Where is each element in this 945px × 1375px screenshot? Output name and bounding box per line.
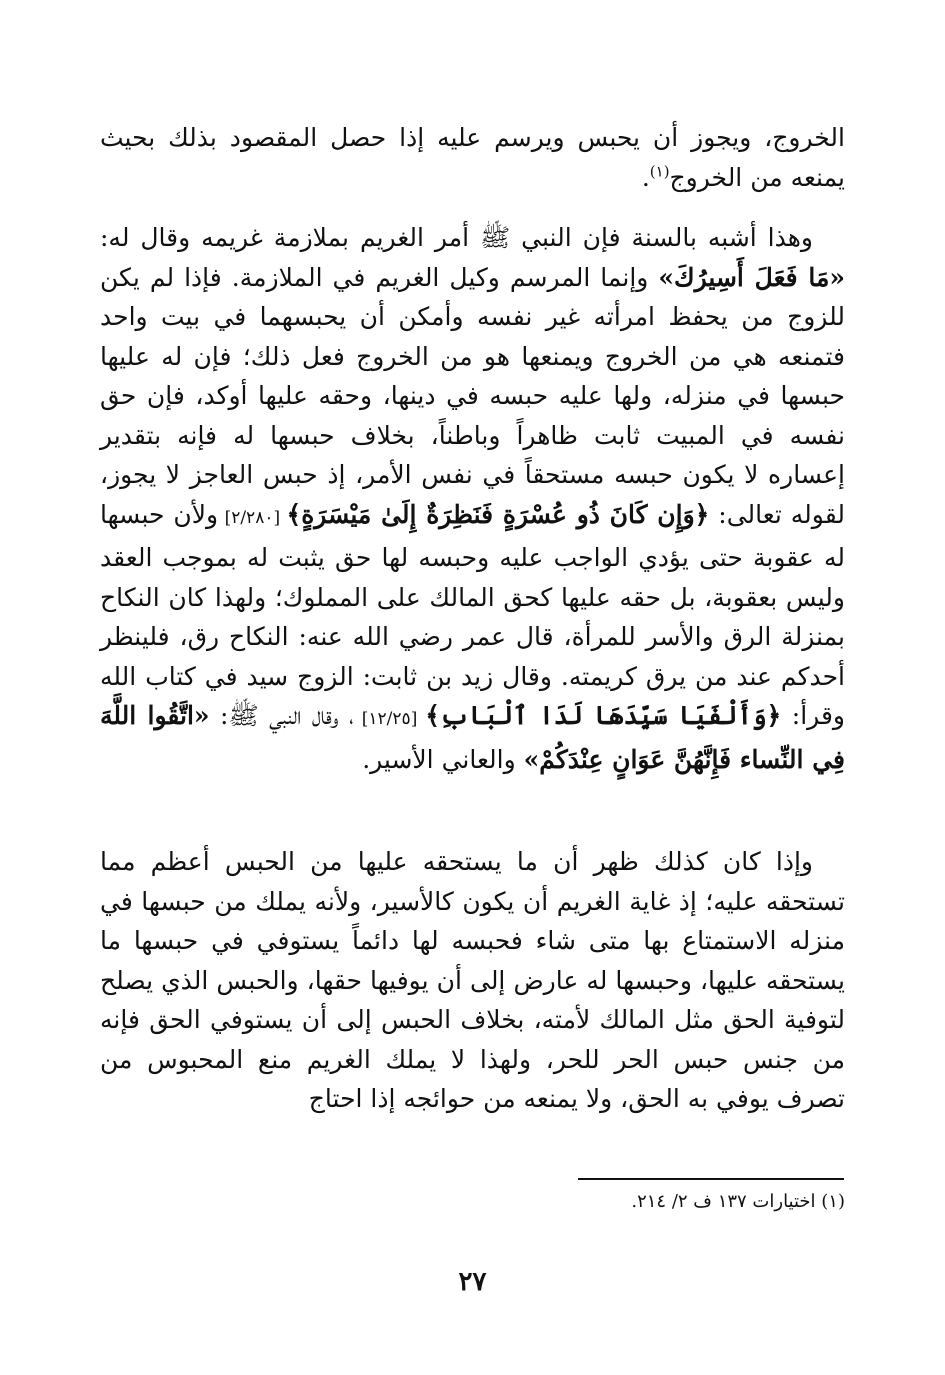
paragraph-block-3 xyxy=(100,842,845,1119)
quran-verse-1: ﴿وَإِن كَانَ ذُو عُسْرَةٍ فَنَظِرَةٌ إِلَىٰ مَيْسَرَةٍ﴾ xyxy=(286,499,710,529)
paragraph-2-text-5: والعاني الأسير. xyxy=(362,744,524,774)
paragraph-3 xyxy=(100,842,845,1119)
footnote-marker: (١) xyxy=(649,162,670,181)
verse-reference-2: [١٢/٢٥] xyxy=(353,709,426,729)
paragraph-2 xyxy=(100,218,845,779)
paragraph-continuation xyxy=(100,118,845,197)
paragraph-2-text-4: ، وقال النبي ﷺ: xyxy=(209,701,354,730)
page-number: ٢٧ xyxy=(458,1267,487,1297)
paragraph-2-text-3: ولأن حبسها له عقوبة حتى يؤدي الواجب عليه وحبسه لها حق يثبت له بموجب العقد وليس بعقوبة، بل حقه عليها كحق المالك على المملوك؛ ولهذا كان النكاح بمنزلة الرق والأسر للمرأة، قال عمر رضي الله عنه: النكاح رق، فلينظر أحدكم عند من يرق كريمته. وقال زيد بن ثابت: الزوج سيد في كتاب الله وقرأ: xyxy=(100,499,845,730)
paragraph-1-text: الخروج، ويجوز أن يحبس ويرسم عليه إذا حصل المقصود بذلك بحيث يمنعه من الخروج xyxy=(100,123,845,192)
paragraph-block-2 xyxy=(100,218,845,779)
footnote-divider xyxy=(578,1178,844,1180)
footnote-text: (١) اختيارات ١٣٧ ف ٢/ ٢١٤. xyxy=(631,1191,845,1212)
paragraph-2-text-2: وإنما المرسم وكيل الغريم في الملازمة. فإذا لم يكن للزوج من يحفظ امرأته غير نفسه وأمكن أن يحبسهما في بيت واحد فتمنعه هي من الخروج ويمنعها هو من الخروج فعل ذلك؛ فإن له عليها حبسها في منزله، ولها عليه حبسه في دينها، وحقه عليها أوكد، فإن حق نفسه في المبيت ثابت ظاهراً وباطناً، بخلاف حبسها له فإنه بتقدير إعساره لا يكون حبسه مستحقاً في نفس الأمر، إذ حبس العاجز لا يجوز، لقوله تعالى: xyxy=(100,262,845,529)
hadith-quote-1: «مَا فَعَلَ أَسِيرُكَ» xyxy=(658,262,845,292)
verse-reference-1: [٢/٢٨٠] xyxy=(218,507,287,528)
paragraph-1-end: . xyxy=(641,162,650,192)
hadith-quote-2: «اتَّقُوا اللَّهَ فِي النِّساء فَإِنَّهُنَّ عَوَانٍ عِنْدَكُمْ» xyxy=(100,701,845,774)
quran-verse-2: ﴿وَأَلْفَيَا سَيِّدَهَا لَدَا ٱلْبَابِ﴾ xyxy=(425,701,782,730)
paragraph-1 xyxy=(100,118,845,197)
paragraph-3-text: وإذا كان كذلك ظهر أن ما يستحقه عليها من الحبس أعظم مما تستحقه عليه؛ إذ غاية الغريم أن يكون كالأسير، ولأنه يملك من حبسها في منزله الاستمتاع بها متى شاء فحبسه لها دائماً يستوفي في حبسها ما يستحقه عليها، وحبسها له عارض إلى أن يوفيها حقها، والحبس الذي يصلح لتوفية الحق مثل المالك لأمته، بخلاف الحبس إلى أن يستوفي الحق فإنه من جنس حبس الحر للحر، ولهذا لا يملك الغريم منع المحبوس من تصرف يوفي به الحق، ولا يمنعه من حوائجه إذا احتاج xyxy=(100,847,845,1113)
paragraph-2-text-1: وهذا أشبه بالسنة فإن النبي ﷺ أمر الغريم بملازمة غريمه وقال له: xyxy=(100,223,813,252)
footnote xyxy=(100,1187,845,1217)
